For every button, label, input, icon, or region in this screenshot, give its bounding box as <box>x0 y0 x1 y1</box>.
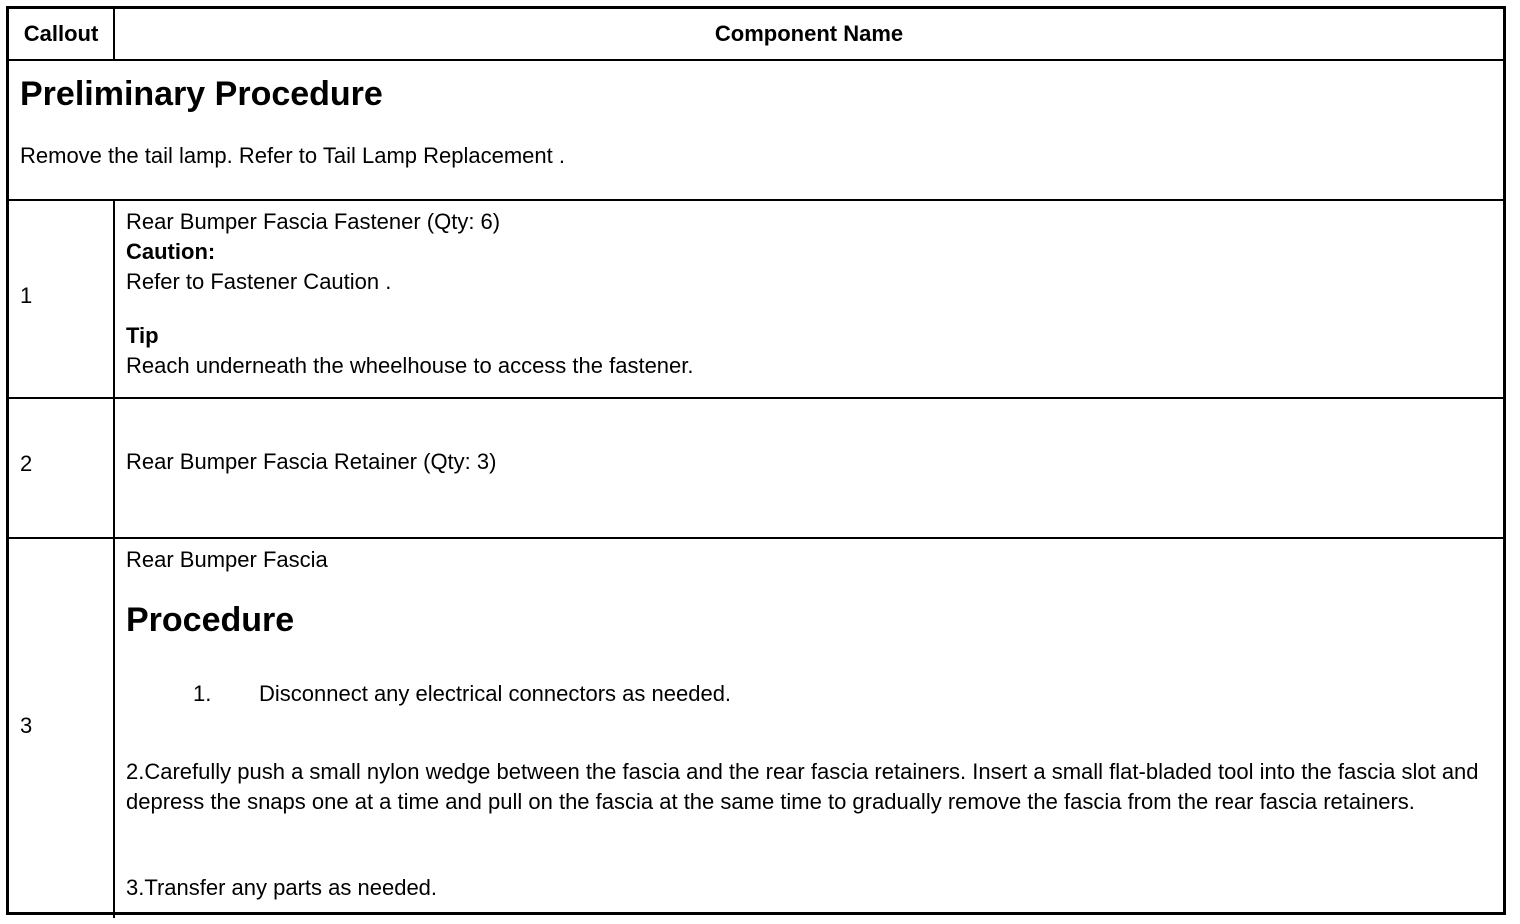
preliminary-text: Remove the tail lamp. Refer to Tail Lamp Replacement . <box>20 143 565 168</box>
callout-2: 2 <box>20 451 33 476</box>
divider <box>9 537 1503 539</box>
divider <box>9 199 1503 201</box>
step-2-text: 2.Carefully push a small nylon wedge between the fascia and the rear fascia retainers. Insert a small flat-bladed tool into the fascia slot and depress the snaps one at a time and pull on the fascia at the same time to gradually remove the fascia from the rear fascia retainers. <box>126 759 1479 814</box>
row-3-component: Rear Bumper Fascia <box>126 547 328 572</box>
step-1-text: Disconnect any electrical connectors as needed. <box>259 681 732 706</box>
caution-text: Refer to Fastener Caution . <box>126 269 392 294</box>
preliminary-title: Preliminary Procedure <box>20 75 383 113</box>
row-2-component: Rear Bumper Fascia Retainer (Qty: 3) <box>126 449 497 474</box>
component-name: Rear Bumper Fascia Fastener (Qty: 6) <box>126 209 501 234</box>
step-3-text: 3.Transfer any parts as needed. <box>126 875 438 900</box>
divider <box>9 59 1503 61</box>
divider <box>113 199 115 918</box>
divider <box>9 397 1503 399</box>
row-1-component <box>126 207 694 381</box>
procedure-table <box>6 6 1506 915</box>
header-callout: Callout <box>23 21 99 46</box>
caution-label: Caution: <box>126 239 216 264</box>
step-1-number: 1. <box>193 681 212 706</box>
callout-1: 1 <box>20 283 33 308</box>
procedure-title: Procedure <box>126 601 295 639</box>
header-component-name: Component Name <box>714 21 904 46</box>
tip-text: Reach underneath the wheelhouse to access the fastener. <box>126 353 694 378</box>
tip-label: Tip <box>126 323 159 348</box>
callout-3: 3 <box>20 713 33 738</box>
